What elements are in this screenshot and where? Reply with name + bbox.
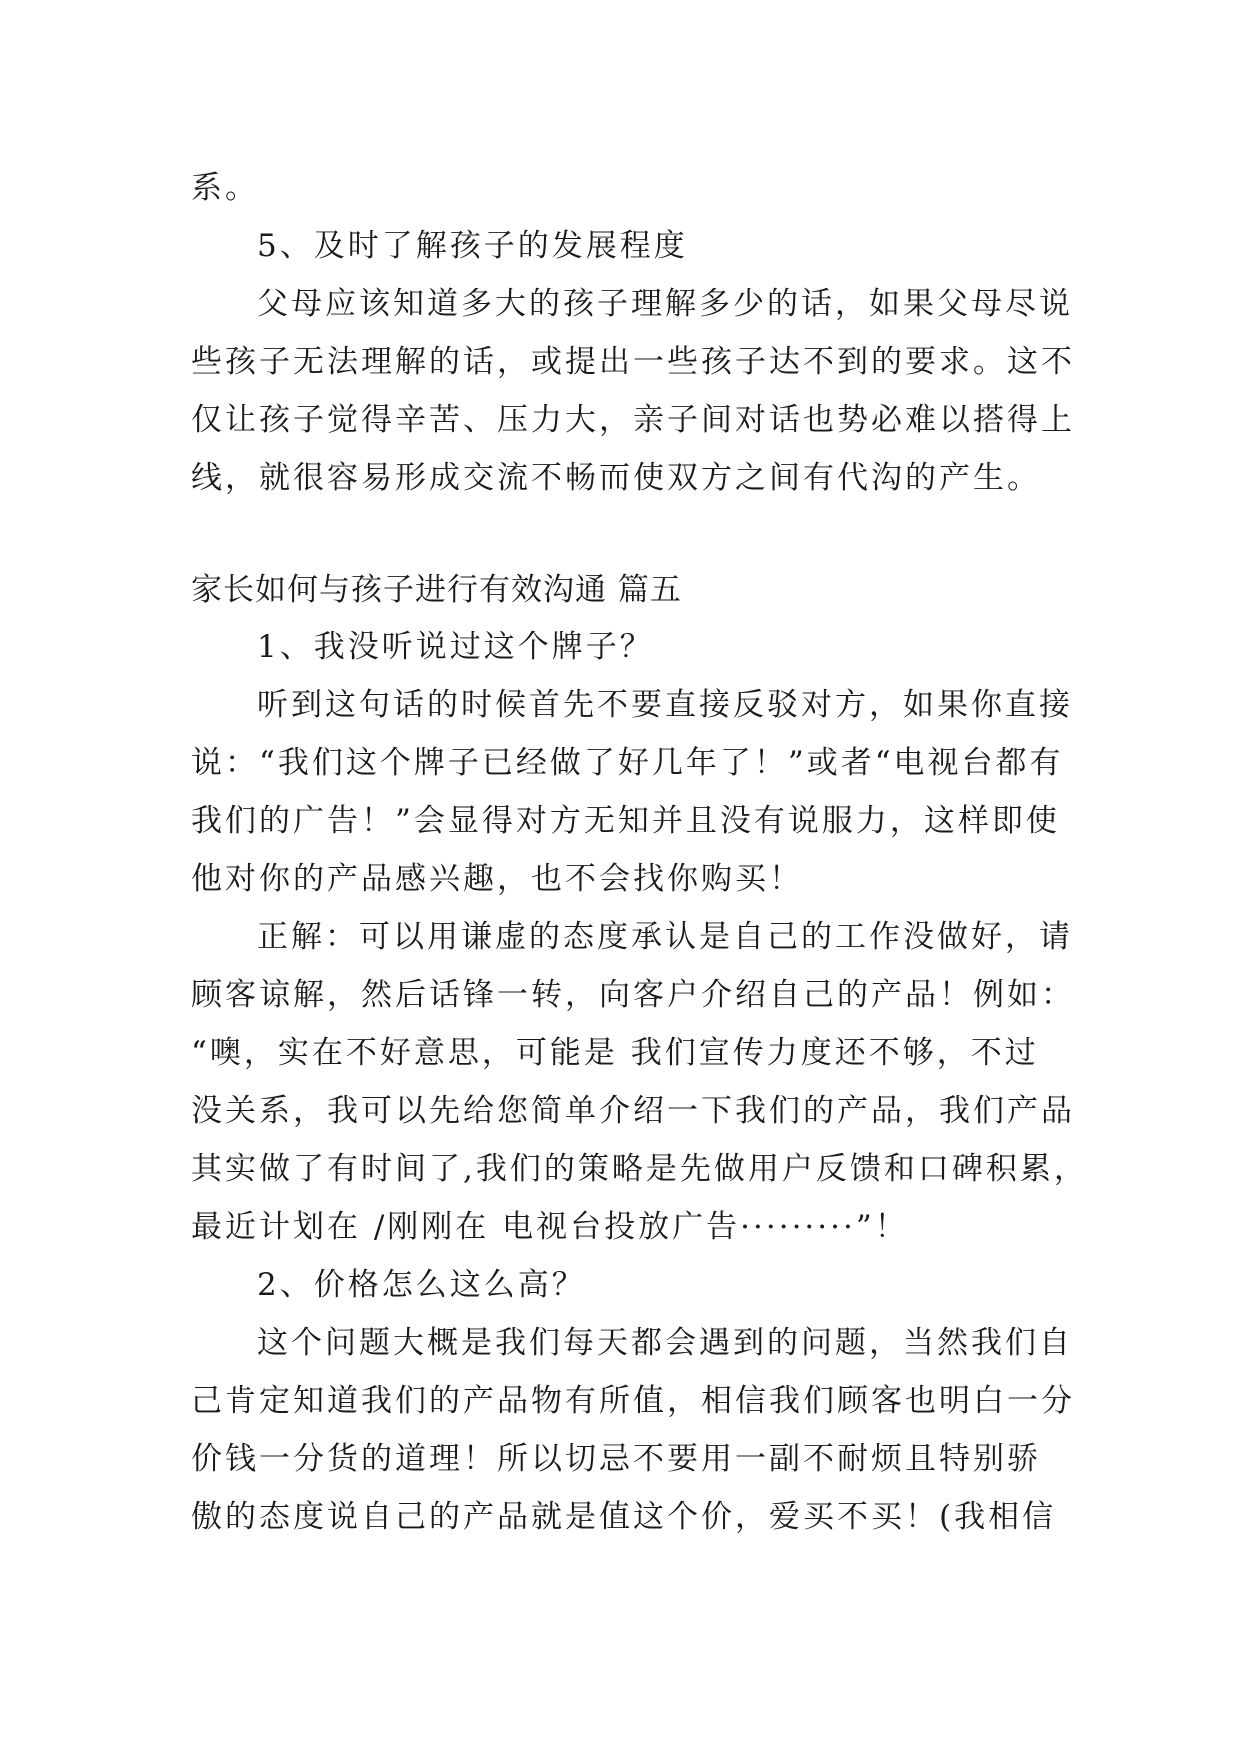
paragraph-line: 傲的态度说自己的产品就是值这个价，爱买不买！(我相信	[191, 1499, 1057, 1535]
paragraph-line: 说：“我们这个牌子已经做了好几年了！”或者“电视台都有	[191, 745, 1064, 781]
paragraph-line: 顾客谅解，然后话锋一转，向客户介绍自己的产品！例如：	[191, 977, 1075, 1013]
paragraph-line: 其实做了有时间了,我们的策略是先做用户反馈和口碑积累，	[191, 1151, 1088, 1187]
section-heading: 家长如何与孩子进行有效沟通 篇五	[191, 572, 682, 608]
paragraph-line: 听到这句话的时候首先不要直接反驳对方，如果你直接	[257, 687, 1073, 723]
paragraph-line: 仅让孩子觉得辛苦、压力大，亲子间对话也势必难以搭得上	[191, 402, 1075, 438]
paragraph-line: 我们的广告！”会显得对方无知并且没有说服力，这样即使	[191, 803, 1060, 839]
paragraph-line: 系。	[191, 170, 259, 206]
paragraph-line: 正解：可以用谦虚的态度承认是自己的工作没做好，请	[257, 919, 1073, 955]
paragraph-line: 没关系，我可以先给您简单介绍一下我们的产品，我们产品	[191, 1093, 1075, 1129]
paragraph-line: 这个问题大概是我们每天都会遇到的问题，当然我们自	[257, 1325, 1073, 1361]
paragraph-line: 己肯定知道我们的产品物有所值，相信我们顾客也明白一分	[191, 1383, 1075, 1419]
paragraph-line: 价钱一分货的道理！所以切忌不要用一副不耐烦且特别骄	[191, 1441, 1041, 1477]
paragraph-line: “噢，实在不好意思，可能是 我们宣传力度还不够，不过	[191, 1035, 1039, 1071]
section-subheading: 2、价格怎么这么高？	[257, 1267, 586, 1303]
paragraph-line: 线，就很容易形成交流不畅而使双方之间有代沟的产生。	[191, 460, 1041, 496]
paragraph-line: 父母应该知道多大的孩子理解多少的话，如果父母尽说	[257, 286, 1073, 322]
paragraph-line: 最近计划在 /刚刚在 电视台投放广告·········”！	[191, 1209, 909, 1245]
paragraph-line: 他对你的产品感兴趣，也不会找你购买！	[191, 861, 803, 897]
paragraph-line: 些孩子无法理解的话，或提出一些孩子达不到的要求。这不	[191, 344, 1075, 380]
section-subheading: 1、我没听说过这个牌子？	[257, 629, 654, 665]
section-subheading: 5、及时了解孩子的发展程度	[257, 228, 688, 264]
